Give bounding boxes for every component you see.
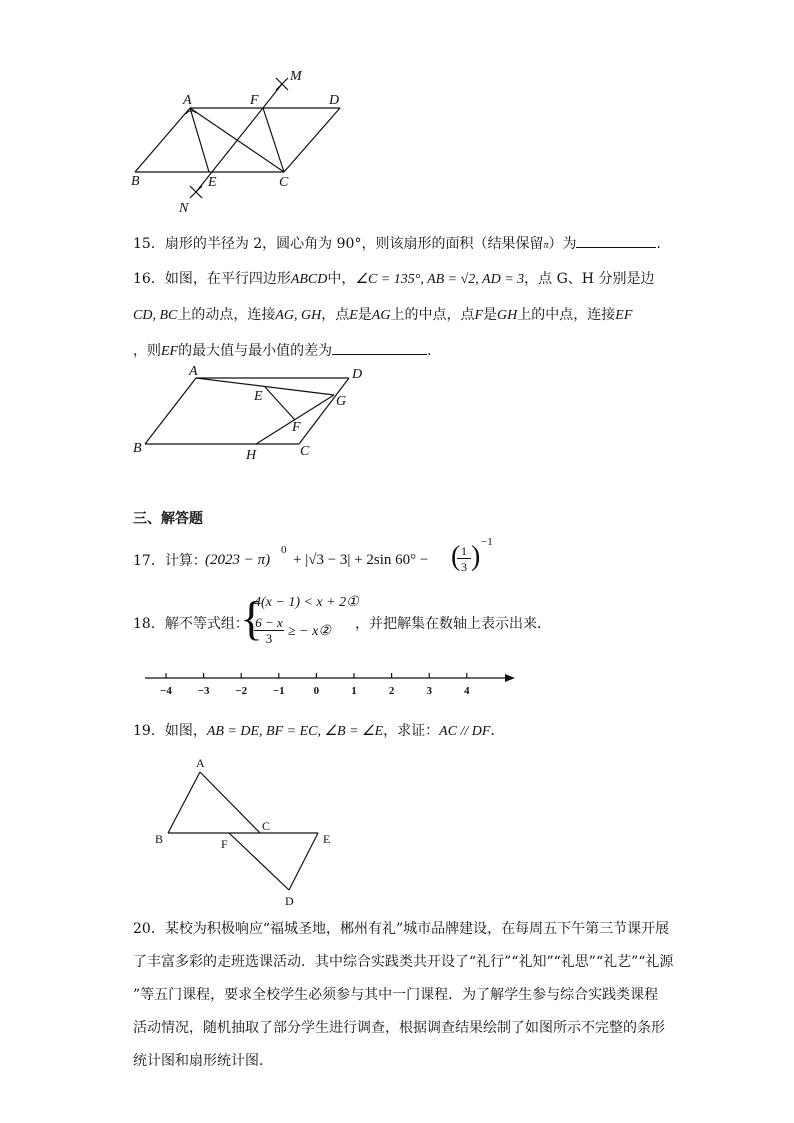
- label-E3: E: [323, 832, 331, 846]
- label-B3: B: [155, 832, 164, 846]
- q16-cd-bc: CD, BC: [133, 308, 178, 323]
- q16-text-3c: 的最大值与最小值的差为: [178, 343, 333, 359]
- label-F2: F: [292, 420, 301, 435]
- q19-conditions: AB = DE, BF = EC, ∠B = ∠E: [206, 724, 384, 739]
- q17-exp-neg1: −1: [481, 536, 493, 548]
- question-20-line-1: 20．某校为积极响应“福城圣地，郴州有礼”城市品牌建设，在每周五下午第三节课开展: [133, 921, 670, 937]
- number-line-label: −2: [235, 685, 248, 697]
- label-H2: H: [246, 448, 257, 463]
- q19-end: ．: [490, 723, 505, 739]
- q17-frac-den: 3: [461, 560, 467, 574]
- label-C3: C: [262, 819, 271, 833]
- q16-ag-gh: AG, GH: [275, 308, 322, 323]
- number-line-label: −3: [197, 685, 210, 697]
- number-line-label: 1: [351, 685, 357, 697]
- question-20-line-3: ”等五门课程，要求全校学生必须参与其中一门课程．为了解学生参与综合实践类课程: [133, 987, 659, 1003]
- label-A2: A: [189, 364, 198, 379]
- question-20-line-4: 活动情况，随机抽取了部分学生进行调查，根据调查结果绘制了如图所示不完整的条形: [133, 1020, 665, 1036]
- label-A3: A: [196, 756, 205, 770]
- label-F3: F: [221, 837, 228, 851]
- q18-tail: ，并把解集在数轴上表示出来．: [355, 616, 551, 632]
- q16-ef: EF: [615, 308, 633, 323]
- q16-end: ．: [427, 343, 442, 359]
- q16-number: 16．: [133, 271, 165, 287]
- q17-term2: + |√3 − 3| + 2sin 60° −: [293, 552, 429, 568]
- q16-text-2b: 上的动点，连接: [177, 307, 276, 323]
- q16-text-1b: 中，: [327, 271, 356, 287]
- q18-number: 18．解不等式组：: [133, 616, 249, 632]
- q16-ag: AG: [371, 308, 391, 323]
- label-C: C: [279, 175, 289, 190]
- q17-term1: (2023 − π): [205, 552, 271, 568]
- q16-text-2l: 上的中点，连接: [517, 307, 616, 323]
- q16-f: F: [474, 308, 484, 323]
- label-B2: B: [133, 441, 142, 456]
- q16-text-2h: 上的中点，点: [390, 307, 475, 323]
- label-G2: G: [336, 394, 347, 409]
- number-line-label: 4: [464, 685, 470, 697]
- q15-number: 15．: [133, 236, 165, 252]
- q15-text: 扇形的半径为 2，圆心角为 90°，则该扇形的面积（结果保留: [164, 236, 544, 252]
- q17-exp0: 0: [281, 544, 287, 556]
- q15-pi: π: [543, 240, 549, 251]
- q19-mid: ，求证：: [383, 723, 440, 739]
- q15-text2: ）为: [548, 236, 577, 252]
- q17-number: 17．计算：: [133, 553, 207, 569]
- label-N: N: [179, 201, 189, 216]
- label-F: F: [250, 93, 259, 108]
- q16-conditions: ∠C = 135°, AB = √2, AD = 3: [355, 272, 525, 287]
- q18-system: { 4(x − 1) < x + 2① 6 − x 3 ≥ − x②: [240, 592, 359, 646]
- q16-text-2j: 是: [483, 307, 498, 323]
- q16-gh: GH: [497, 308, 518, 323]
- label-B: B: [131, 174, 140, 189]
- q16-text-1a: 如图，在平行四边形: [164, 271, 291, 287]
- q16-ef-2: EF: [161, 344, 179, 359]
- number-line-label: −1: [272, 685, 285, 697]
- q18-ineq2-rest: ≥ − x②: [288, 624, 331, 639]
- q16-text-2d: ，点: [321, 307, 350, 323]
- q18-ineq2-den: 3: [265, 631, 273, 646]
- number-line-label: −4: [160, 685, 172, 697]
- label-M: M: [290, 69, 302, 84]
- q15-end: ．: [656, 236, 671, 252]
- section-heading-3: 三、解答题: [133, 511, 203, 527]
- label-E: E: [208, 175, 217, 190]
- q16-text-1c: ，点 G、H 分别是边: [524, 271, 655, 287]
- number-line-label: 2: [388, 685, 395, 697]
- q16-e: E: [349, 308, 358, 323]
- question-20-line-2: 了丰富多彩的走班选课活动．其中综合实践类共开设了“礼行”“礼知”“礼思”“礼艺”“礼源: [133, 954, 674, 970]
- q16-abcd: ABCD: [290, 272, 328, 287]
- q17-frac-num: 1: [457, 544, 471, 559]
- q19-goal: AC // DF: [439, 724, 491, 739]
- label-A: A: [183, 93, 192, 108]
- q18-ineq1: 4(x − 1) < x + 2①: [254, 595, 359, 610]
- number-line-label: 3: [426, 685, 432, 697]
- number-line-label: 0: [313, 685, 320, 697]
- q16-text-3a: ，则: [133, 343, 161, 359]
- question-20-line-5: 统计图和扇形统计图．: [133, 1053, 273, 1069]
- label-C2: C: [300, 444, 310, 459]
- q18-ineq2-num: 6 − x: [255, 615, 283, 630]
- q19-number: 19．如图，: [133, 723, 207, 739]
- label-D: D: [329, 93, 340, 108]
- label-E2: E: [254, 389, 263, 404]
- label-D2: D: [352, 367, 363, 382]
- label-D3: D: [285, 894, 294, 908]
- q16-text-2f: 是: [357, 307, 372, 323]
